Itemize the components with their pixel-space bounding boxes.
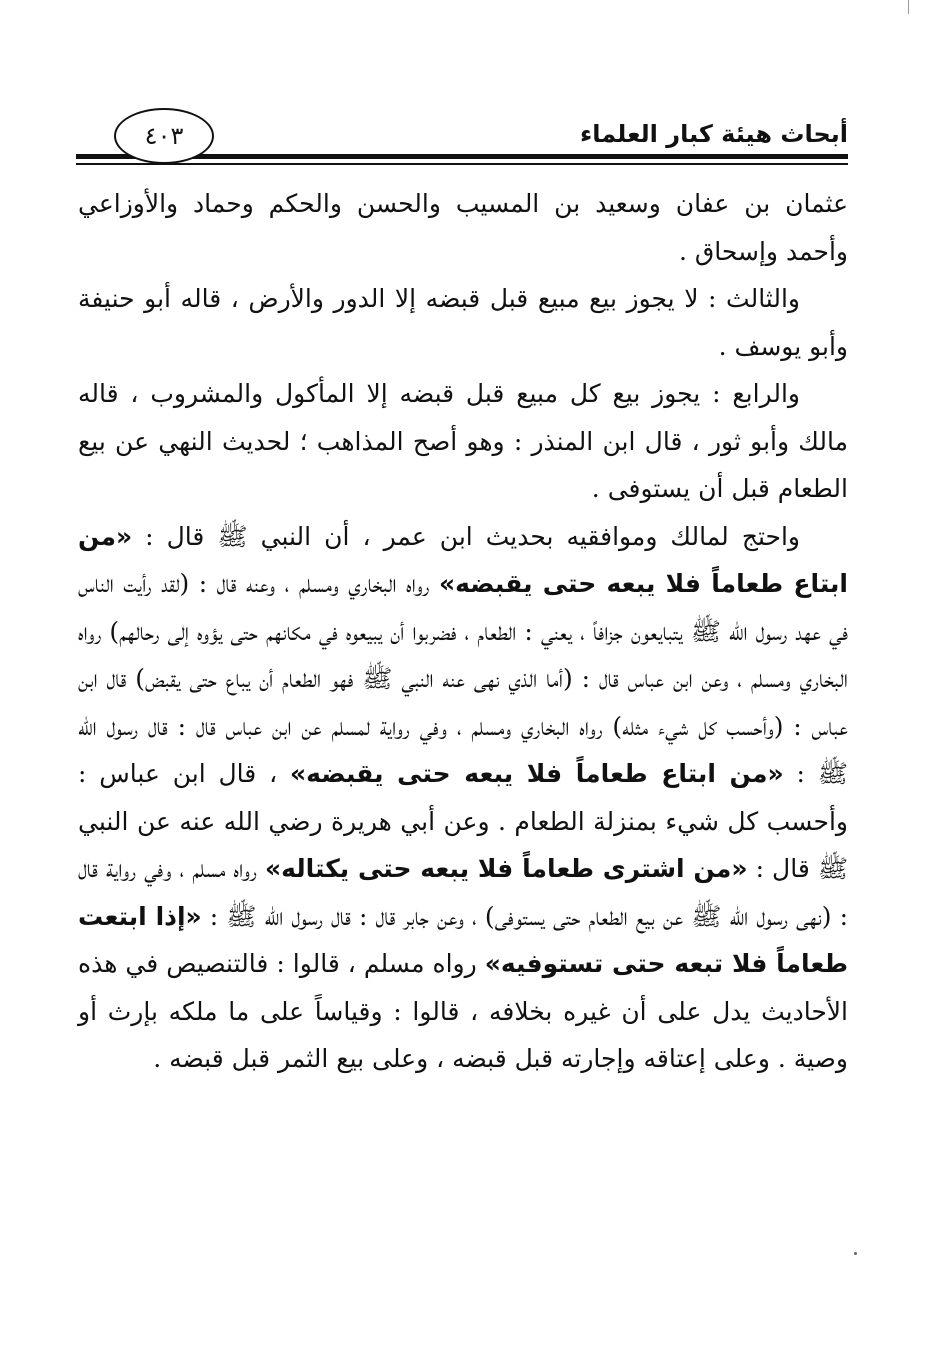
page-number: ٤٠٣: [144, 122, 184, 150]
margin-dot: [854, 1252, 857, 1255]
scan-mark: [908, 0, 909, 14]
page-number-oval: [114, 108, 214, 164]
running-title: أبحاث هيئة كبار العلماء: [579, 120, 848, 148]
paragraph-4-text: ، قال ابن عباس : وأحسب كل شيء بمنزلة الطعام . وعن أبي هريرة رضي الله عنه عن النبي ﷺ قال :: [78, 759, 849, 883]
hadith-quote: «من ابتاع طعاماً فلا يبعه حتى يقبضه»: [290, 759, 784, 788]
hadith-quote: «من ابتاع طعاماً فلا يبعه حتى يقبضه»: [78, 521, 848, 598]
paragraph-4-text: رواه مسلم ، وفي رواية قال : (نهى رسول الله ﷺ عن بيع الطعام حتى يستوفى) ، وعن جابر قال : قال رسول الله ﷺ :: [78, 854, 848, 931]
header-rule-thin: [76, 163, 848, 165]
body-text: [78, 180, 848, 1083]
paragraph-3: والرابع : يجوز بيع كل مبيع قبل قبضه إلا المأكول والمشروب ، قاله مالك وأبو ثور ، قال ابن المنذر : وهو أصح المذاهب ؛ لحديث النهي عن بيع الطعام قبل أن يستوفى .: [78, 379, 848, 503]
paragraph-1: عثمان بن عفان وسعيد بن المسيب والحسن والحكم وحماد والأوزاعي وأحمد وإسحاق .: [78, 189, 848, 266]
hadith-quote: «من اشترى طعاماً فلا يبعه حتى يكتاله»: [264, 854, 748, 883]
paragraph-4: [78, 513, 848, 1083]
page-header: [76, 104, 848, 176]
paragraph-2: والثالث : لا يجوز بيع مبيع قبل قبضه إلا الدور والأرض ، قاله أبو حنيفة وأبو يوسف .: [78, 284, 848, 361]
paragraph-4-text: رواه البخاري ومسلم ، وعنه قال : (لقد رأيت الناس في عهد رسول الله ﷺ يتبايعون جزافاً ، يعني : الطعام ، فضربوا أن يبيعوه في مكانهم حتى يؤوه إلى رحالهم) رواه البخاري ومسلم ، وعن ابن عباس قال : (أما الذي نهى عنه النبي ﷺ فهو الطعام أن يباع حتى يقبض) قال ابن عباس : (وأحسب كل شيء مثله) رواه البخاري ومسلم ، وفي رواية لمسلم عن ابن عباس قال : قال رسول الله ﷺ :: [78, 569, 848, 788]
paragraph-4-text: واحتج لمالك وموافقيه بحديث ابن عمر ، أن النبي ﷺ قال :: [132, 521, 800, 551]
paragraph-4-text: رواه مسلم ، قالوا : فالتنصيص في هذه الأحاديث يدل على أن غيره بخلافه ، قالوا : وقياساً على ما ملكه بإرث أو وصية . وعلى إعتاقه وإجارته قبل قبضه ، وعلى بيع الثمر قبل قبضه .: [78, 949, 848, 1073]
hadith-quote: «إذا ابتعت طعاماً فلا تبعه حتى تستوفيه»: [78, 901, 848, 978]
